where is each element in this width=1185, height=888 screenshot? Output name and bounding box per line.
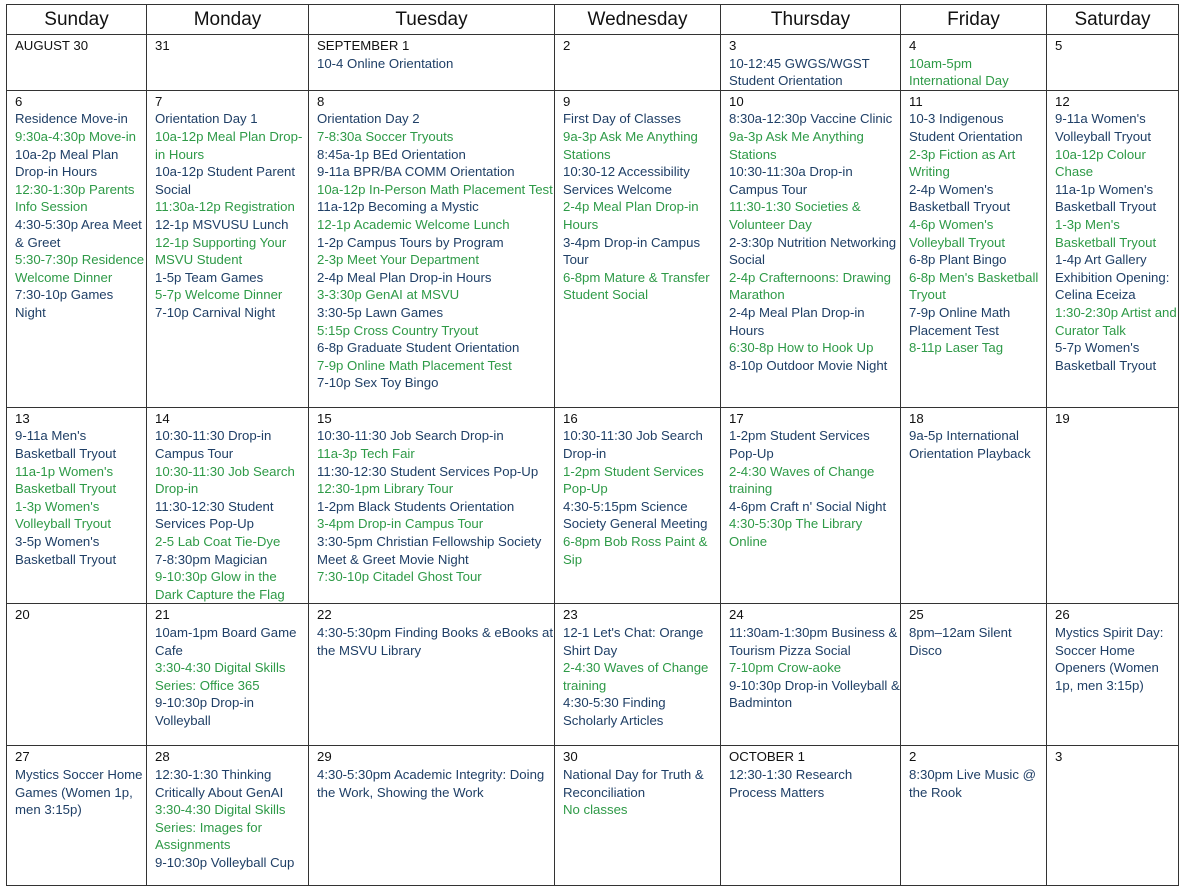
event-item: 9-11a BPR/BA COMM Orientation bbox=[317, 164, 515, 180]
day-number: 22 bbox=[317, 607, 332, 623]
day-cell bbox=[721, 604, 901, 746]
weekday-header-row bbox=[7, 5, 1179, 35]
event-item: 10a-12p Student Parent Social bbox=[155, 164, 296, 197]
event-item: 11:30-1:30 Societies & Volunteer Day bbox=[729, 199, 861, 232]
event-item: 4-6p Women's Volleyball Tryout bbox=[909, 216, 1006, 250]
event-item: 9-10:30p Drop-in Volleyball & Badminton bbox=[729, 677, 900, 711]
event-item: Mystics Spirit Day: Soccer Home Openers (Women 1p, men 3:15p) bbox=[1055, 624, 1164, 693]
calendar-body bbox=[7, 35, 1179, 886]
event-item: 12-1p MSVUSU Lunch bbox=[155, 216, 289, 232]
event-item: 1-2p Campus Tours by Program bbox=[317, 234, 504, 250]
event-item: First Day of Classes bbox=[563, 111, 681, 127]
day-cell bbox=[555, 35, 721, 91]
event-item: 1-2pm Student Services Pop-Up bbox=[563, 463, 704, 497]
weekday-header: Sunday bbox=[7, 5, 147, 35]
weekday-header: Saturday bbox=[1047, 5, 1179, 35]
weekday-header: Tuesday bbox=[309, 5, 555, 35]
event-item: 11:30am-1:30pm Business & Tourism Pizza Social bbox=[729, 624, 898, 658]
day-number: 15 bbox=[317, 410, 332, 426]
event-item: 1-4p Art Gallery Exhibition Opening: Celina Eceiza bbox=[1055, 252, 1170, 303]
event-item: 9-10:30p Volleyball Cup bbox=[155, 854, 295, 870]
day-number: 31 bbox=[155, 38, 170, 53]
event-item: 10:30-11:30 Drop-in Campus Tour bbox=[155, 428, 272, 461]
day-number: 28 bbox=[155, 749, 170, 765]
day-number: 30 bbox=[563, 749, 578, 765]
event-item: 2-5 Lab Coat Tie-Dye bbox=[155, 533, 281, 549]
event-item: 9a-3p Ask Me Anything Stations bbox=[563, 128, 698, 162]
event-item: 4-6pm Craft n' Social Night bbox=[729, 498, 887, 514]
event-item: 10am-5pm International Day bbox=[909, 55, 1009, 89]
event-item: 5-7p Welcome Dinner bbox=[155, 287, 283, 303]
event-item: 9:30a-4:30p Move-in bbox=[15, 128, 136, 144]
week-row bbox=[7, 746, 1179, 886]
day-cell bbox=[1047, 604, 1179, 746]
event-item: 11:30-12:30 Student Services Pop-Up bbox=[317, 463, 539, 479]
event-item: 11a-1p Women's Basketball Tryout bbox=[1055, 181, 1157, 215]
event-item: 5-7p Women's Basketball Tryout bbox=[1055, 340, 1157, 373]
day-number: 14 bbox=[155, 410, 170, 426]
event-item: Orientation Day 2 bbox=[317, 111, 420, 127]
event-item: 6-8p Men's Basketball Tryout bbox=[909, 269, 1039, 303]
event-item: 12:30-1pm Library Tour bbox=[317, 481, 454, 497]
day-number: 8 bbox=[317, 93, 325, 109]
event-item: 8:30a-12:30p Vaccine Clinic bbox=[729, 111, 893, 127]
event-item: 7:30-10p Citadel Ghost Tour bbox=[317, 569, 482, 585]
event-item: 9a-3p Ask Me Anything Stations bbox=[729, 128, 864, 162]
day-number: 25 bbox=[909, 607, 924, 623]
event-item: 1-2pm Black Students Orientation bbox=[317, 498, 515, 514]
event-item: 3:30-5pm Christian Fellowship Society Meet & Greet Movie Night bbox=[317, 533, 542, 567]
event-item: 8:45a-1p BEd Orientation bbox=[317, 146, 466, 162]
day-number: AUGUST 30 bbox=[15, 38, 89, 53]
event-item: 10a-12p In-Person Math Placement Test bbox=[317, 181, 553, 197]
event-item: 11a-3p Tech Fair bbox=[317, 445, 415, 461]
event-item: Residence Move-in bbox=[15, 111, 128, 127]
event-item: National Day for Truth & Reconciliation bbox=[563, 766, 704, 800]
event-item: 8-10p Outdoor Movie Night bbox=[729, 357, 888, 373]
event-item: 12-1 Let's Chat: Orange Shirt Day bbox=[563, 624, 704, 658]
day-cell bbox=[901, 35, 1047, 91]
day-cell bbox=[7, 746, 147, 886]
week-row bbox=[7, 35, 1179, 91]
event-item: 2-3:30p Nutrition Networking Social bbox=[729, 234, 897, 268]
day-cell bbox=[901, 604, 1047, 746]
event-item: 9-10:30p Glow in the Dark Capture the Flag bbox=[155, 569, 285, 602]
event-item: Orientation Day 1 bbox=[155, 111, 258, 127]
day-cell bbox=[555, 90, 721, 407]
day-number: SEPTEMBER 1 bbox=[317, 38, 410, 53]
day-number: 20 bbox=[15, 607, 30, 623]
day-number: 12 bbox=[1055, 93, 1070, 109]
day-cell bbox=[555, 746, 721, 886]
event-item: 10-4 Online Orientation bbox=[317, 55, 454, 71]
event-item: 4:30-5:30pm Finding Books & eBooks at the MSVU Library bbox=[317, 624, 554, 658]
day-cell bbox=[147, 746, 309, 886]
event-item: 10a-2p Meal Plan Drop-in Hours bbox=[15, 146, 119, 180]
day-cell bbox=[901, 407, 1047, 604]
day-number: 4 bbox=[909, 38, 917, 53]
event-item: 11:30-12:30 Student Services Pop-Up bbox=[155, 498, 274, 532]
day-number: 10 bbox=[729, 93, 744, 109]
day-number: OCTOBER 1 bbox=[729, 749, 805, 765]
event-item: 11:30a-12p Registration bbox=[155, 199, 295, 215]
day-number: 27 bbox=[15, 749, 30, 765]
event-item: 3-4pm Drop-in Campus Tour bbox=[563, 234, 701, 268]
day-cell bbox=[7, 604, 147, 746]
event-item: 5:30-7:30p Residence Welcome Dinner bbox=[15, 252, 145, 285]
event-item: 7-9p Online Math Placement Test bbox=[317, 357, 512, 373]
day-cell bbox=[901, 746, 1047, 886]
day-cell bbox=[309, 604, 555, 746]
weekday-header: Wednesday bbox=[555, 5, 721, 35]
event-item: 7-8:30a Soccer Tryouts bbox=[317, 128, 454, 144]
day-number: 13 bbox=[15, 410, 30, 426]
event-item: 9-11a Men's Basketball Tryout bbox=[15, 428, 117, 461]
event-item: 5:15p Cross Country Tryout bbox=[317, 322, 479, 338]
day-number: 26 bbox=[1055, 607, 1070, 623]
day-cell bbox=[309, 407, 555, 604]
day-cell bbox=[721, 90, 901, 407]
event-item: 8-11p Laser Tag bbox=[909, 340, 1004, 356]
day-number: 29 bbox=[317, 749, 332, 765]
event-item: 2-4p Meal Plan Drop-in Hours bbox=[563, 199, 699, 232]
day-number: 6 bbox=[15, 93, 23, 109]
event-item: 10:30-11:30 Job Search Drop-in bbox=[317, 428, 504, 444]
event-item: 12-1p Academic Welcome Lunch bbox=[317, 216, 510, 232]
event-calendar bbox=[6, 4, 1179, 886]
day-cell bbox=[555, 604, 721, 746]
event-item: 2-4p Women's Basketball Tryout bbox=[909, 181, 1011, 215]
day-cell bbox=[7, 407, 147, 604]
event-item: 9-11a Women's Volleyball Tryout bbox=[1055, 111, 1152, 144]
week-row bbox=[7, 407, 1179, 604]
event-item: 4:30-5:30p The Library Online bbox=[729, 516, 863, 549]
day-number: 19 bbox=[1055, 410, 1070, 426]
day-number: 17 bbox=[729, 410, 744, 426]
day-cell bbox=[309, 90, 555, 407]
day-cell bbox=[7, 35, 147, 91]
day-cell bbox=[7, 90, 147, 407]
day-cell bbox=[901, 90, 1047, 407]
event-item: 3:30-4:30 Digital Skills Series: Images for Assignments bbox=[155, 802, 286, 853]
event-item: 3-3:30p GenAI at MSVU bbox=[317, 287, 460, 303]
weekday-header: Thursday bbox=[721, 5, 901, 35]
day-cell bbox=[721, 35, 901, 91]
event-item: 7-10p Carnival Night bbox=[155, 304, 276, 320]
event-item: No classes bbox=[563, 802, 628, 818]
day-cell bbox=[147, 407, 309, 604]
event-item: 10a-12p Colour Chase bbox=[1055, 146, 1146, 180]
event-item: 10:30-11:30 Job Search Drop-in bbox=[563, 428, 703, 461]
event-item: 7-10p Sex Toy Bingo bbox=[317, 375, 439, 391]
day-cell bbox=[1047, 407, 1179, 604]
event-item: 8:30pm Live Music @ the Rook bbox=[909, 766, 1036, 800]
day-cell bbox=[147, 604, 309, 746]
event-item: 3:30-4:30 Digital Skills Series: Office 365 bbox=[155, 660, 286, 693]
event-item: 6-8pm Bob Ross Paint & Sip bbox=[563, 533, 708, 567]
event-item: 1-3p Women's Volleyball Tryout bbox=[15, 498, 112, 532]
event-item: 2-3p Fiction as Art Writing bbox=[909, 146, 1016, 180]
event-item: 1-5p Team Games bbox=[155, 269, 264, 285]
event-item: 3:30-5p Lawn Games bbox=[317, 304, 444, 320]
day-cell bbox=[555, 407, 721, 604]
day-number: 11 bbox=[909, 93, 923, 109]
event-item: 7-9p Online Math Placement Test bbox=[909, 304, 1011, 338]
event-item: 7-8:30pm Magician bbox=[155, 551, 268, 567]
week-row bbox=[7, 604, 1179, 746]
week-row bbox=[7, 90, 1179, 407]
day-number: 3 bbox=[1055, 749, 1063, 765]
event-item: 4:30-5:30p Area Meet & Greet bbox=[15, 216, 142, 250]
event-item: 10:30-12 Accessibility Services Welcome bbox=[563, 164, 690, 197]
day-number: 21 bbox=[155, 607, 170, 623]
event-item: 1-2pm Student Services Pop-Up bbox=[729, 428, 870, 461]
day-number: 23 bbox=[563, 607, 578, 623]
event-item: 10:30-11:30 Job Search Drop-in bbox=[155, 463, 295, 497]
day-cell bbox=[1047, 90, 1179, 407]
day-number: 24 bbox=[729, 607, 744, 623]
event-item: 3-5p Women's Basketball Tryout bbox=[15, 533, 117, 567]
day-number: 2 bbox=[909, 749, 917, 765]
event-item: 2-4p Meal Plan Drop-in Hours bbox=[729, 304, 865, 338]
weekday-header: Monday bbox=[147, 5, 309, 35]
day-cell bbox=[1047, 35, 1179, 91]
day-number: 7 bbox=[155, 93, 163, 109]
day-number: 5 bbox=[1055, 38, 1063, 53]
event-item: 11a-1p Women's Basketball Tryout bbox=[15, 463, 117, 497]
event-item: 1-3p Men's Basketball Tryout bbox=[1055, 216, 1157, 250]
event-item: 2-4:30 Waves of Change training bbox=[729, 463, 875, 497]
day-cell bbox=[721, 746, 901, 886]
event-item: 1:30-2:30p Artist and Curator Talk bbox=[1055, 304, 1177, 338]
event-item: 7-10pm Crow-aoke bbox=[729, 660, 842, 676]
event-item: 4:30-5:30pm Academic Integrity: Doing the Work, Showing the Work bbox=[317, 766, 545, 800]
event-item: 10am-1pm Board Game Cafe bbox=[155, 624, 297, 658]
event-item: 12:30-1:30 Thinking Critically About GenAI bbox=[155, 766, 284, 800]
event-item: 9-10:30p Drop-in Volleyball bbox=[155, 695, 254, 728]
event-item: 10:30-11:30a Drop-in Campus Tour bbox=[729, 164, 853, 197]
day-number: 9 bbox=[563, 93, 571, 109]
event-item: 2-4p Meal Plan Drop-in Hours bbox=[317, 269, 492, 285]
weekday-header: Friday bbox=[901, 5, 1047, 35]
event-item: 8pm–12am Silent Disco bbox=[909, 624, 1012, 658]
event-item: 12-1p Supporting Your MSVU Student bbox=[155, 234, 287, 268]
event-item: 9a-5p International Orientation Playback bbox=[909, 428, 1031, 461]
event-item: 10-3 Indigenous Student Orientation bbox=[909, 111, 1023, 144]
event-item: 12:30-1:30p Parents Info Session bbox=[15, 181, 135, 215]
event-item: 6-8p Plant Bingo bbox=[909, 252, 1007, 268]
event-item: 10a-12p Meal Plan Drop-in Hours bbox=[155, 128, 303, 162]
event-item: 4:30-5:15pm Science Society General Meeting bbox=[563, 498, 708, 532]
event-item: 4:30-5:30 Finding Scholarly Articles bbox=[563, 695, 666, 728]
day-cell bbox=[309, 746, 555, 886]
day-number: 2 bbox=[563, 38, 571, 53]
event-item: 6-8pm Mature & Transfer Student Social bbox=[563, 269, 710, 303]
day-number: 18 bbox=[909, 410, 924, 426]
event-item: Mystics Soccer Home Games (Women 1p, men 3:15p) bbox=[15, 766, 143, 818]
day-cell bbox=[721, 407, 901, 604]
event-item: 2-4:30 Waves of Change training bbox=[563, 660, 709, 693]
event-item: 10-12:45 GWGS/WGST Student Orientation bbox=[729, 55, 870, 89]
event-item: 6-8p Graduate Student Orientation bbox=[317, 340, 520, 356]
event-item: 6:30-8p How to Hook Up bbox=[729, 340, 874, 356]
day-cell bbox=[1047, 746, 1179, 886]
day-cell bbox=[309, 35, 555, 91]
day-number: 16 bbox=[563, 410, 578, 426]
event-item: 11a-12p Becoming a Mystic bbox=[317, 199, 479, 215]
event-item: 3-4pm Drop-in Campus Tour bbox=[317, 516, 484, 532]
day-cell bbox=[147, 90, 309, 407]
event-item: 2-4p Crafternoons: Drawing Marathon bbox=[729, 269, 891, 303]
event-item: 12:30-1:30 Research Process Matters bbox=[729, 766, 853, 800]
day-number: 3 bbox=[729, 38, 737, 53]
day-cell bbox=[147, 35, 309, 91]
event-item: 2-3p Meet Your Department bbox=[317, 252, 480, 268]
event-item: 7:30-10p Games Night bbox=[15, 287, 114, 320]
